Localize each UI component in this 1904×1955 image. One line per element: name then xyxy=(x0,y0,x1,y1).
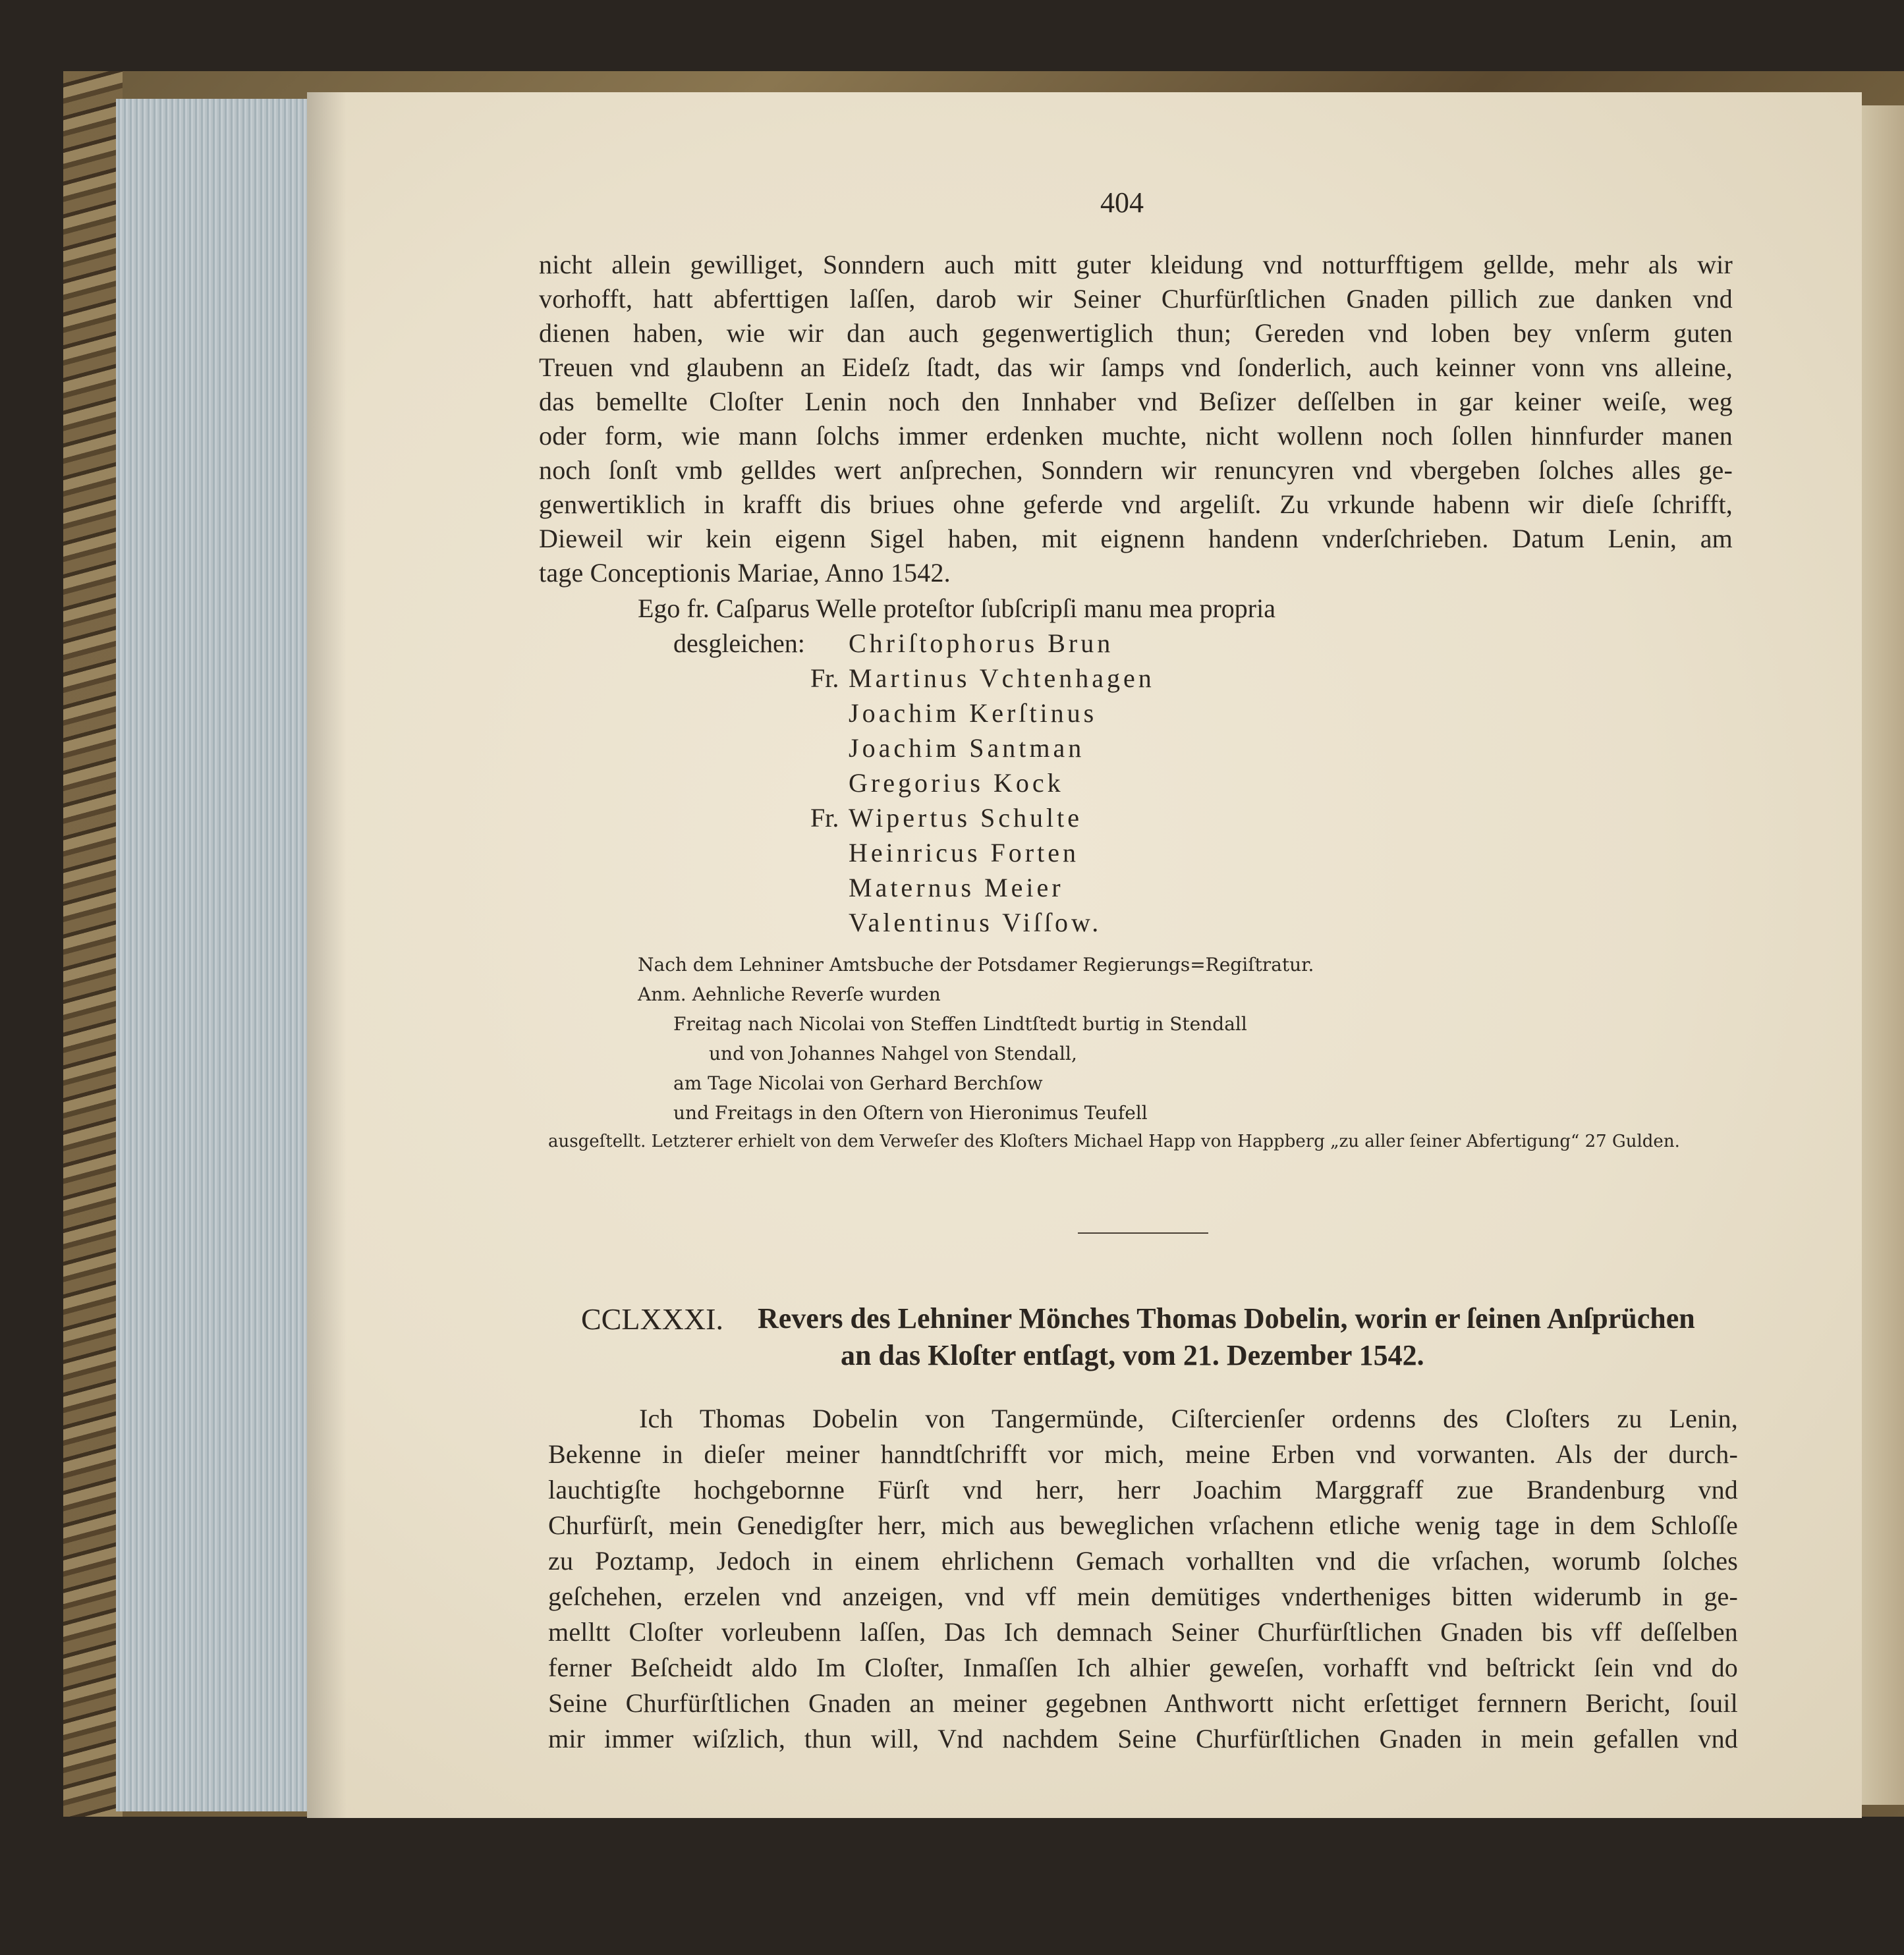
signatory-name: Wipertus Schulte xyxy=(849,803,1082,833)
annotation-line: und Freitags in den Oſtern von Hieronimus Teufell xyxy=(673,1102,1148,1124)
signature-intro: Ego fr. Caſparus Welle proteſtor ſubſcripſi manu mea propria xyxy=(638,593,1275,623)
paragraph1-line: das bemellte Cloſter Lenin noch den Innhaber vnd Beſizer deſſelben in gar keiner weiſe, weg xyxy=(539,387,1733,416)
paragraph1-line: Treuen vnd glaubenn an Eideſz ſtadt, das wir ſamps vnd ſonderlich, auch keinner vonn vns alleine, xyxy=(539,352,1733,382)
paragraph2-line: geſchehen, erzelen vnd anzeigen, vnd vff mein demütiges vndertheniges bitten widerumb in ge- xyxy=(548,1582,1738,1611)
page-edges xyxy=(116,99,308,1811)
paragraph2-line: Bekenne in dieſer meiner hanndtſchrifft vor mich, meine Erben vnd vorwanten. Als der durch- xyxy=(548,1439,1738,1469)
paragraph1-line: nicht allein gewilliget, Sonndern auch mitt guter kleidung vnd notturfftigem gellde, mehr als wir xyxy=(539,250,1733,279)
paragraph2-line: zu Poztamp, Jedoch in einem ehrlichenn Gemach vorhallten vnd die vrſachen, worumb ſolches xyxy=(548,1546,1738,1576)
section-divider xyxy=(1078,1232,1208,1234)
signatory-name: Gregorius Kock xyxy=(849,768,1064,798)
gutter-shadow xyxy=(307,92,347,1818)
paragraph1-line: tage Conceptionis Mariae, Anno 1542. xyxy=(539,558,951,588)
paragraph2-line: lauchtigſte hochgebornne Fürſt vnd herr, herr Joachim Marggraff zue Brandenburg vnd xyxy=(548,1475,1738,1504)
paragraph1-line: vorhofft, hatt abferttigen laſſen, darob wir Seiner Churfürſtlichen Gnaden pillich zue danken vnd xyxy=(539,284,1733,314)
signatory-name: Maternus Meier xyxy=(849,873,1064,902)
paragraph2-line: melltt Cloſter vorleubenn laſſen, Das Ich demnach Seiner Churfürſtlichen Gnaden bis vff deſſelben xyxy=(548,1617,1738,1647)
paragraph1-line: oder form, wie mann ſolchs immer erdenken muchte, nicht wollenn noch ſollen hinnfurder manen xyxy=(539,421,1733,451)
signatory-name: Valentinus Viſſow. xyxy=(849,908,1102,937)
facing-page-edge xyxy=(1862,105,1904,1805)
paragraph2-line: ferner Beſcheidt aldo Im Cloſter, Inmaſſen Ich alhier geweſen, vorhafft vnd beſtrickt ſein vnd do xyxy=(548,1653,1738,1682)
charter-number: CCLXXXI. xyxy=(581,1302,723,1336)
paragraph1-line: Dieweil wir kein eigenn Sigel haben, mit eignenn handenn vnderſchrieben. Datum Lenin, am xyxy=(539,524,1733,553)
source-note: Nach dem Lehniner Amtsbuche der Potsdamer Regierungs=Regiſtratur. xyxy=(638,954,1314,976)
annotation-line: und von Johannes Nahgel von Stendall, xyxy=(709,1043,1077,1064)
paragraph2-line: Churfürſt, mein Genedigſter herr, mich aus beweglichen vrſachenn etliche wenig tage in dem Schloſſe xyxy=(548,1510,1738,1540)
signatory-name: Joachim Santman xyxy=(849,733,1085,763)
paragraph1-line: dienen haben, wie wir dan auch gegenwertiglich thun; Gereden vnd loben bey vnſerm guten xyxy=(539,318,1733,348)
fr-label: Fr. xyxy=(810,803,839,833)
charter-title-line1: Revers des Lehniner Mönches Thomas Dobelin, worin er ſeinen Anſprüchen xyxy=(758,1302,1695,1335)
paragraph2-line: mir immer wiſzlich, thun will, Vnd nachdem Seine Churfürſtlichen Gnaden in mein gefallen vnd xyxy=(548,1724,1738,1753)
paragraph1-line: genwertiklich in krafft dis briues ohne geferde vnd argeliſt. Zu vrkunde habenn wir dieſe ſchrifft, xyxy=(539,489,1733,519)
annotation-line: ausgeſtellt. Letzterer erhielt von dem Verweſer des Kloſters Michael Happ von Happberg „zu aller ſeiner Abfertigung“ 27 Gulden. xyxy=(548,1132,1680,1151)
fr-label: Fr. xyxy=(810,663,839,693)
signatory-name: Chriſtophorus Brun xyxy=(849,628,1114,658)
signatory-name: Joachim Kerſtinus xyxy=(849,698,1098,728)
annotation-line: am Tage Nicolai von Gerhard Berchſow xyxy=(673,1072,1043,1094)
annotation-line: Anm. Aehnliche Reverſe wurden xyxy=(638,983,941,1005)
signatory-name: Martinus Vchtenhagen xyxy=(849,663,1155,693)
annotation-line: Freitag nach Nicolai von Steffen Lindtſtedt burtig in Stendall xyxy=(673,1013,1247,1035)
page-number: 404 xyxy=(1100,186,1144,219)
marbled-endpaper xyxy=(63,71,123,1817)
desgleichen-label: desgleichen: xyxy=(673,628,805,658)
paragraph2-line: Seine Churfürſtlichen Gnaden an meiner gegebnen Anthwortt nicht erſettiget fernnern Bericht, ſouil xyxy=(548,1688,1738,1718)
paragraph2-line: Ich Thomas Dobelin von Tangermünde, Ciſtercienſer ordenns des Cloſters zu Lenin, xyxy=(639,1404,1738,1433)
paragraph1-line: noch ſonſt vmb gelldes wert anſprechen, Sonndern wir renuncyren vnd vbergeben ſolches alles ge- xyxy=(539,455,1733,485)
signatory-name: Heinricus Forten xyxy=(849,838,1079,867)
charter-title-line2: an das Kloſter entſagt, vom 21. Dezember 1542. xyxy=(841,1339,1424,1371)
